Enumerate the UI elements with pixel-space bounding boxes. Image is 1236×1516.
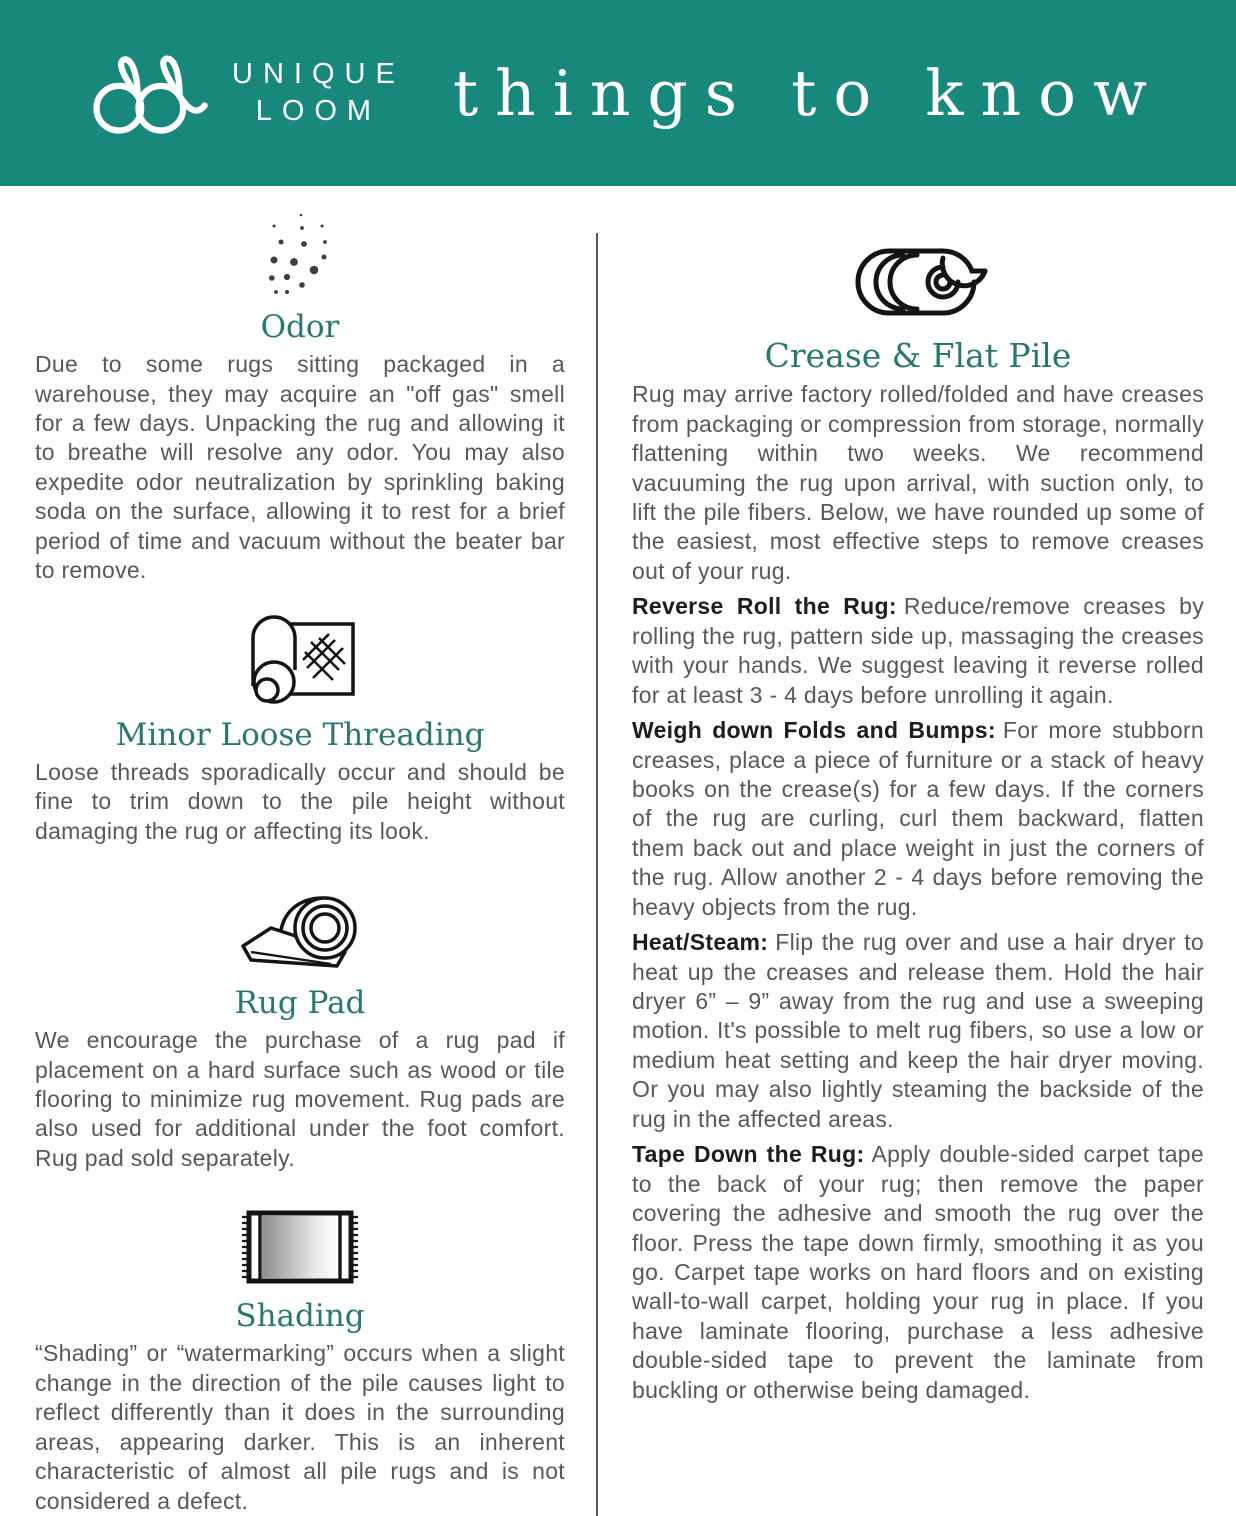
tip-text-weigh-down: For more stubborn creases, place a piece of furniture or a stack of heavy books on the crease(s) for a few days. If the corners of the rug are curling, curl them backward, flatten them back out and place weight in just the corners of the rug. Allow another 2 - 4 days before removing the heavy objects from the rug. [632, 717, 1204, 920]
section-body-rug-pad: We encourage the purchase of a rug pad if placement on a hard surface such as wood or tile flooring to minimize rug movement. Rug pads are also used for additional under the foot comfort. Rug pad sold separately. [35, 1027, 565, 1171]
shading-rug-icon [240, 1209, 360, 1287]
section-heading-loose-threading: Minor Loose Threading [115, 716, 485, 753]
brand-logo [92, 46, 405, 140]
section-heading-rug-pad: Rug Pad [234, 985, 366, 1021]
tip-weigh-down [632, 716, 1204, 922]
column-divider [596, 233, 598, 1516]
tip-label-weigh-down: Weigh down Folds and Bumps: [632, 717, 996, 744]
rug-pad-icon [237, 882, 363, 974]
unique-loom-loops-icon [92, 46, 210, 140]
header-banner [0, 0, 1236, 186]
section-loose-threading [35, 602, 565, 846]
section-body-odor: Due to some rugs sitting packaged in a warehouse, they may acquire an "off gas" smell for a few days. Unpacking the rug and allowing it to breathe will resolve any odor. You may also expedite odor neutralization by sprinkling baking soda on the surface, allowing it to rest for a brief period of time and vacuum without the beater bar to remove. [35, 351, 565, 584]
section-odor [35, 212, 565, 586]
tip-reverse-roll [632, 592, 1204, 710]
loose-threading-icon [241, 602, 359, 706]
tip-text-heat-steam: Flip the rug over and use a hair dryer to heat up the creases and release them. Hold the hair dryer 6” – 9” away from the rug and use a sweeping motion. It's possible to melt rug fibers, so use a low or medium heat setting and keep the hair dryer moving. Or you may also lightly steaming the backside of the rug in the affected areas. [632, 929, 1204, 1132]
brand-line-2: LOOM [255, 95, 382, 127]
brand-wordmark [232, 56, 405, 130]
tip-heat-steam [632, 928, 1204, 1134]
right-column [632, 186, 1204, 1516]
tip-label-heat-steam: Heat/Steam: [632, 929, 769, 956]
content-area [0, 186, 1236, 1516]
tip-text-reverse-roll: Reduce/remove creases by rolling the rug, pattern side up, massaging the creases with your hands. We suggest leaving it reverse rolled for at least 3 - 4 days before unrolling it again. [632, 593, 1205, 708]
tip-label-tape-down: Tape Down the Rug: [632, 1141, 865, 1168]
tip-label-reverse-roll: Reverse Roll the Rug: [632, 593, 897, 620]
section-body-shading: “Shading” or “watermarking” occurs when a slight change in the direction of the pile causes light to reflect differently than it does in the surrounding areas, appearing darker. This is an inherent characteristic of almost all pile rugs and is not considered a defect. [35, 1340, 565, 1514]
section-shading [35, 1209, 565, 1516]
page-title: things to know [452, 56, 1164, 130]
section-crease-flat-pile [632, 242, 1204, 1405]
left-column [35, 186, 565, 1516]
section-body-loose-threading: Loose threads sporadically occur and should be fine to trim down to the pile height without damaging the rug or affecting its look. [35, 758, 565, 844]
section-heading-shading: Shading [235, 1298, 365, 1335]
section-heading-crease: Crease & Flat Pile [764, 336, 1072, 375]
section-rug-pad [35, 882, 565, 1173]
rolled-rug-crease-icon [843, 242, 993, 324]
tip-text-tape-down: Apply double-sided carpet tape to the back of your rug; then remove the paper covering the adhesive and smooth the rug over the floor. Press the tape down firmly, smoothing it as you go. Carpet tape works on hard floors and on existing wall-to-wall carpet, holding your rug in place. If you have laminate flooring, purchase a less adhesive double-sided tape to prevent the laminate from buckling or otherwise being damaged. [632, 1141, 1204, 1403]
brand-line-1: UNIQUE [232, 57, 405, 90]
odor-dots-icon [269, 212, 331, 298]
section-heading-odor: Odor [260, 309, 340, 345]
tip-tape-down [632, 1140, 1204, 1405]
section-intro-crease: Rug may arrive factory rolled/folded and have creases from packaging or compression from storage, normally flattening within two weeks. We recommend vacuuming the rug upon arrival, with suction only, to lift the pile fibers. Below, we have rounded up some of the easiest, most effective steps to remove creases out of your rug. [632, 381, 1204, 584]
